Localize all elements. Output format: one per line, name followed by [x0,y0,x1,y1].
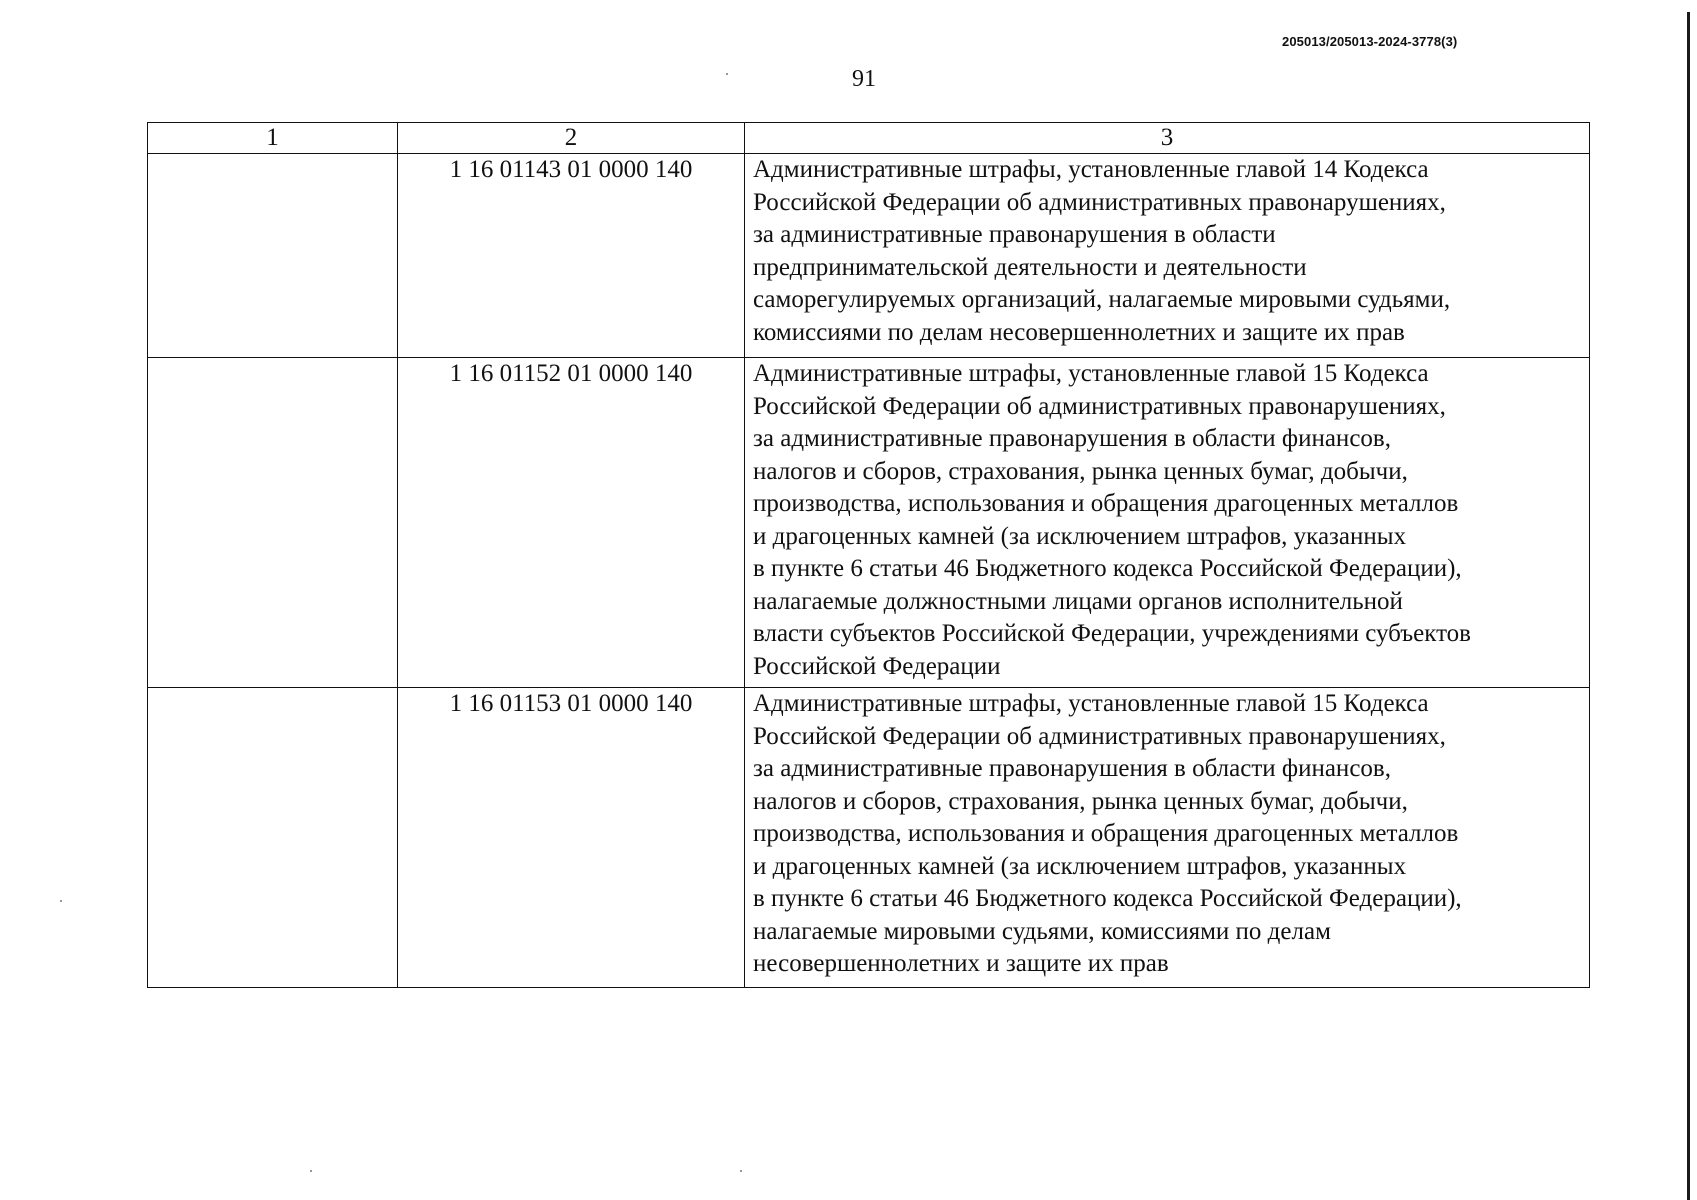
row-description [745,688,1590,988]
description-line: Административные штрафы, установленные главой 15 Кодекса [753,690,1429,717]
description-line: Административные штрафы, установленные главой 14 Кодекса [753,156,1429,183]
description-line: за административные правонарушения в области финансов, [753,425,1391,452]
description-line: предпринимательской деятельности и деятельности [753,253,1307,281]
description-line: комиссиями по делам несовершеннолетних и защите их прав [753,318,1405,346]
budget-codes-table [147,122,1590,988]
description-line: за административные правонарушения в области [753,221,1276,248]
budget-code: 1 16 01143 01 0000 140 [398,154,745,358]
page-number: 91 [852,66,876,92]
description-line: власти субъектов Российской Федерации, учреждениями субъектов [753,620,1471,647]
description-line: и драгоценных камней (за исключением штрафов, указанных [753,522,1407,550]
description-line: налагаемые мировыми судьями, комиссиями по делам [753,917,1331,945]
description-line: несовершеннолетних и защите их прав [753,950,1169,977]
row-description [745,358,1590,688]
description-line: Российской Федерации об административных правонарушениях, [753,722,1446,750]
table-row [148,358,1590,688]
table-row [148,688,1590,988]
description-line: налогов и сборов, страхования, рынка ценных бумаг, добычи, [753,787,1408,815]
description-line: Российской Федерации об административных правонарушениях, [753,188,1446,216]
description-line: Российской Федерации [753,652,1001,680]
description-line: налагаемые должностными лицами органов исполнительной [753,587,1403,615]
document-id: 205013/205013-2024-3778(3) [1282,34,1458,49]
description-line: производства, использования и обращения драгоценных металлов [753,820,1459,847]
budget-code: 1 16 01153 01 0000 140 [398,688,745,988]
row-description [745,154,1590,358]
scan-speck [310,1170,312,1172]
row-cell-col1 [148,358,398,688]
description-line: саморегулируемых организаций, налагаемые мировыми судьями, [753,286,1451,313]
description-line: Административные штрафы, установленные главой 15 Кодекса [753,360,1429,387]
page-edge [1687,12,1690,1200]
row-cell-col1 [148,688,398,988]
row-cell-col1 [148,154,398,358]
scan-speck [726,73,728,75]
description-line: за административные правонарушения в области финансов, [753,755,1391,782]
column-header-2: 2 [398,123,745,154]
table-header-row [148,123,1590,154]
description-line: Российской Федерации об административных правонарушениях, [753,392,1446,420]
scan-speck [60,900,62,902]
description-line: и драгоценных камней (за исключением штрафов, указанных [753,852,1407,880]
column-header-1: 1 [148,123,398,154]
budget-code: 1 16 01152 01 0000 140 [398,358,745,688]
description-line: производства, использования и обращения драгоценных металлов [753,490,1459,517]
table-row [148,154,1590,358]
column-header-3: 3 [745,123,1590,154]
description-line: в пункте 6 статьи 46 Бюджетного кодекса Российской Федерации), [753,555,1462,582]
description-line: в пункте 6 статьи 46 Бюджетного кодекса Российской Федерации), [753,885,1462,912]
description-line: налогов и сборов, страхования, рынка ценных бумаг, добычи, [753,457,1408,485]
scan-speck [740,1170,742,1172]
